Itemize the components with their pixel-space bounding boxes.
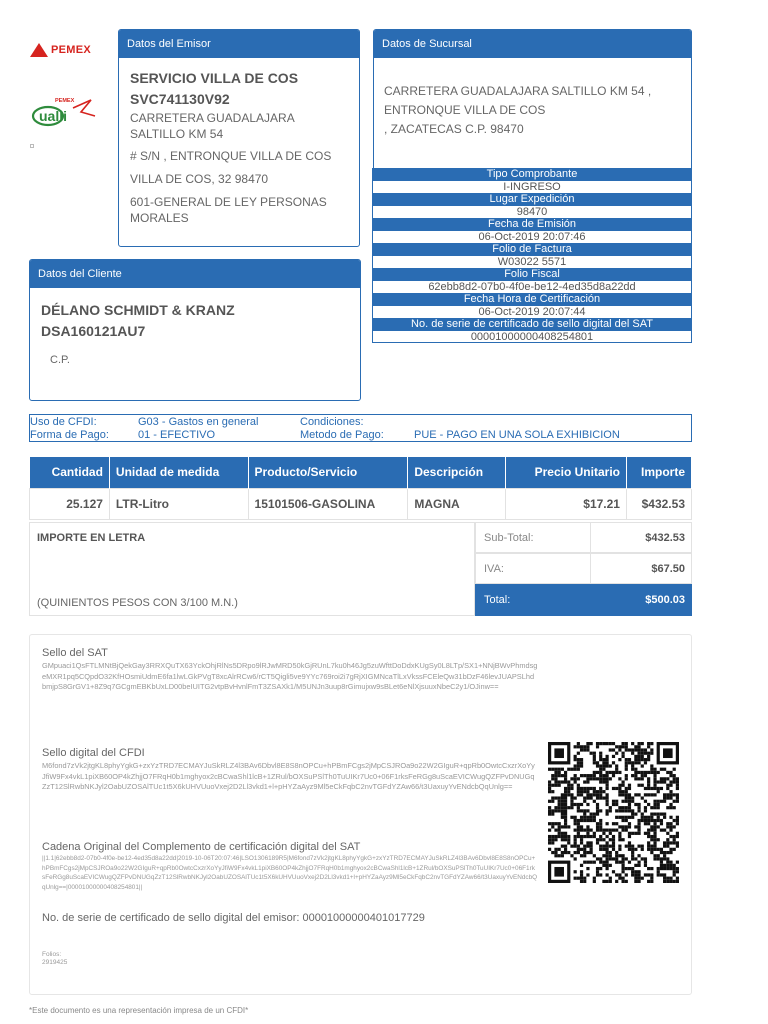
emisor-name: SERVICIO VILLA DE COS xyxy=(130,70,299,86)
condiciones-label: Condiciones: xyxy=(300,416,364,428)
cliente-name: DÉLANO SCHMIDT & KRANZ xyxy=(41,302,235,318)
cell-unidad: LTR-Litro xyxy=(109,488,248,519)
forma-pago-label: Forma de Pago: xyxy=(30,429,109,441)
iva-row xyxy=(475,553,692,584)
col-producto: Producto/Servicio xyxy=(248,457,408,488)
iva-label: IVA: xyxy=(484,563,504,575)
cadena-text: ||1.1|62ebb8d2-07b0-4f0e-be12-4ed35d8a22dd|2019-10-06T20:07:46|LSO1306189R5|M6fond7zVk2jtgKL8phyYgkG+zxYzTRD7ECMAYJuSkRLZ4l3BAv6Dbvl8E8S8nOPCu+hPBmFCgs2jMpCSJROa9o22W2GIguR+qpRb0OwtcCxzrXoYyJfiW9Fx4vkL1piXB60OP4kZhjjO7FRqH0b1mghyox2cBCwaShl1lcB+1ZRul/bOXSuPSlTh0TuUIKr7Uc0+06F1rksFeRGg8uScaEVICWugQZFPvDNUGqZzT12SlRwbNKJyl2OabUZOSAlTUc1t5X6kUHVUuoVxej2D2Ll3vkd1+l+pHYZaAyz9Ml5eCkFqbC2nvTGFdYZAw66/t3UaxuyYvENdcbQqUnlg==|00001000000408254801|| xyxy=(42,855,538,891)
pemex-logo xyxy=(30,41,106,61)
qualli-logo xyxy=(29,94,101,130)
uso-cfdi-label: Uso de CFDI: xyxy=(30,416,97,428)
qualli-logo-icon xyxy=(29,94,101,130)
subtotal-label: Sub-Total: xyxy=(484,532,534,544)
col-precio: Precio Unitario xyxy=(506,457,627,488)
cliente-header: Datos del Cliente xyxy=(30,260,360,288)
sello-cfdi-title: Sello digital del CFDI xyxy=(42,747,145,759)
sucursal-line-2: ENTRONQUE VILLA DE COS xyxy=(384,103,546,117)
total-row xyxy=(475,584,692,616)
serie-emisor: No. de serie de certificado de sello digital del emisor: 00001000000401017729 xyxy=(42,912,425,924)
iva-value: $67.50 xyxy=(651,563,685,575)
emisor-panel xyxy=(118,29,360,247)
items-header-row xyxy=(30,457,692,488)
pago-info xyxy=(29,414,692,442)
subtotal-divider xyxy=(590,523,591,552)
folio-fiscal-label: Folio Fiscal xyxy=(372,268,692,281)
sucursal-header: Datos de Sucursal xyxy=(374,30,691,58)
emisor-address-3: VILLA DE COS, 32 98470 xyxy=(130,172,269,186)
folios-label: Folios: xyxy=(42,951,62,958)
sello-sat-title: Sello del SAT xyxy=(42,647,108,659)
cell-producto: 15101506-GASOLINA xyxy=(248,488,408,519)
col-importe: Importe xyxy=(626,457,691,488)
serie-sat-label: No. de serie de certificado de sello digital del SAT xyxy=(372,318,692,331)
emisor-header: Datos del Emisor xyxy=(119,30,359,58)
qualli-logo-text: ualli xyxy=(39,108,68,124)
folio-fiscal-value: 62ebb8d2-07b0-4f0e-be12-4ed35d8a22dd xyxy=(372,281,692,294)
serie-sat-value: 00001000000408254801 xyxy=(372,331,692,344)
cell-descripcion: MAGNA xyxy=(408,488,506,519)
comprobante-block xyxy=(372,168,692,343)
forma-pago-value: 01 - EFECTIVO xyxy=(138,429,216,441)
cliente-cp: C.P. xyxy=(50,354,70,366)
cell-cantidad: 25.127 xyxy=(30,488,110,519)
pemex-flame-icon xyxy=(30,43,48,57)
total-value: $500.03 xyxy=(645,594,685,606)
sucursal-panel xyxy=(373,29,692,171)
fecha-emision-label: Fecha de Emisión xyxy=(372,218,692,231)
subtotal-row xyxy=(475,522,692,553)
tipo-comprobante-value: I-INGRESO xyxy=(372,181,692,194)
importe-letra-value: (QUINIENTOS PESOS CON 3/100 M.N.) xyxy=(37,597,238,609)
total-label: Total: xyxy=(484,594,511,606)
qualli-pemex-small-text: PEMEX xyxy=(55,98,75,104)
sello-cfdi-text: M6fond7zVk2jtgKL8phyYgkG+zxYzTRD7ECMAYJuSkRLZ4l3BAv6Dbvl8E8S8nOPCu+hPBmFCgs2jMpCSJROa9o22W2GIguR+qpRb0OwtcCxzrXoYyJfiW9Fx4vkL1piXB60OP4kZhjjO7FRqH0b1mghyox2cBCwaShl1lcB+1ZRul/bOXSuPSlTh0TuUIKr7Uc0+06F1rksFeRGg8uScaEVICWugQZFPvDNUGqZzT12SlRwbNKJyl2OabUZOSAlTUc1t5X6kUHVUuoVxej2D2Ll3vkd1+l+pHYZaAyz9Ml5eCkFqbC2nvTGFdYZAw66/t3UaxuyYvENdcbQqUnlg== xyxy=(42,761,535,791)
cadena-title: Cadena Original del Complemento de certificación digital del SAT xyxy=(42,841,361,853)
emisor-address-1: CARRETERA GUADALAJARA SALTILLO KM 54 xyxy=(130,111,295,141)
emisor-address-2: # S/N , ENTRONQUE VILLA DE COS xyxy=(130,149,332,163)
col-unidad: Unidad de medida xyxy=(109,457,248,488)
fecha-certificacion-value: 06-Oct-2019 20:07:44 xyxy=(372,306,692,319)
cell-importe: $432.53 xyxy=(626,488,691,519)
emisor-regimen: 601-GENERAL DE LEY PERSONAS MORALES xyxy=(130,195,327,225)
table-row xyxy=(30,488,692,519)
cliente-panel xyxy=(29,259,361,401)
lugar-expedicion-label: Lugar Expedición xyxy=(372,193,692,206)
decorative-mark xyxy=(30,144,34,148)
qr-code-icon xyxy=(548,742,679,883)
importe-letra-label: IMPORTE EN LETRA xyxy=(37,532,146,544)
uso-cfdi-value: G03 - Gastos en general xyxy=(138,416,259,428)
folios-value: 2919425 xyxy=(42,959,68,966)
sellos-panel xyxy=(29,634,692,995)
col-descripcion: Descripción xyxy=(408,457,506,488)
cliente-rfc: DSA160121AU7 xyxy=(41,323,146,339)
items-table xyxy=(29,457,692,520)
pemex-logo-text: PEMEX xyxy=(51,44,92,56)
importe-letra-box xyxy=(29,522,475,616)
fecha-certificacion-label: Fecha Hora de Certificación xyxy=(372,293,692,306)
metodo-pago-label: Metodo de Pago: xyxy=(300,429,384,441)
sello-sat-text: GMpuaci1QsFTLMNtBjQekGay3RRXQuTX63YckOhjRlNs5DRpo9lRJwMRD50kGjRUnL7ku0h46Jg5zuWfttDoDdxKUgSy0L8LTp/SX1+NNjBWvPhmdsgeMXR1pq5CQpdO32KfHOsmiUdmE6fa1lwLGkPVgT8xcAlrRCw6/rCT5Qigli5ve9YYc769roi2i7gRjXIGMNcaTlLxVkssFCEleQw31bDzF46levJUAPSLhdbmjpS8GrGV1+8Z9q7GCgmEBKbUxLD00beIUITG2vtpBvHvnlFmT3ZSAXk1/M5UNJn3uup8rGimujxw9sBLet6eNlXjsuuxNbeC2y1/OJinw== xyxy=(42,661,538,691)
folio-factura-label: Folio de Factura xyxy=(372,243,692,256)
subtotal-value: $432.53 xyxy=(645,532,685,544)
totals-section xyxy=(29,522,692,616)
sucursal-line-1: CARRETERA GUADALAJARA SALTILLO KM 54 , xyxy=(384,84,652,98)
metodo-pago-value: PUE - PAGO EN UNA SOLA EXHIBICION xyxy=(414,429,620,441)
cell-precio: $17.21 xyxy=(506,488,627,519)
tipo-comprobante-label: Tipo Comprobante xyxy=(372,168,692,181)
folio-factura-value: W03022 5571 xyxy=(372,256,692,269)
iva-divider xyxy=(590,554,591,583)
fecha-emision-value: 06-Oct-2019 20:07:46 xyxy=(372,231,692,244)
footer-note: *Este documento es una representación impresa de un CFDI* xyxy=(29,1006,249,1015)
lugar-expedicion-value: 98470 xyxy=(372,206,692,219)
col-cantidad: Cantidad xyxy=(30,457,110,488)
emisor-rfc: SVC741130V92 xyxy=(130,91,230,107)
sucursal-line-3: , ZACATECAS C.P. 98470 xyxy=(384,122,524,136)
